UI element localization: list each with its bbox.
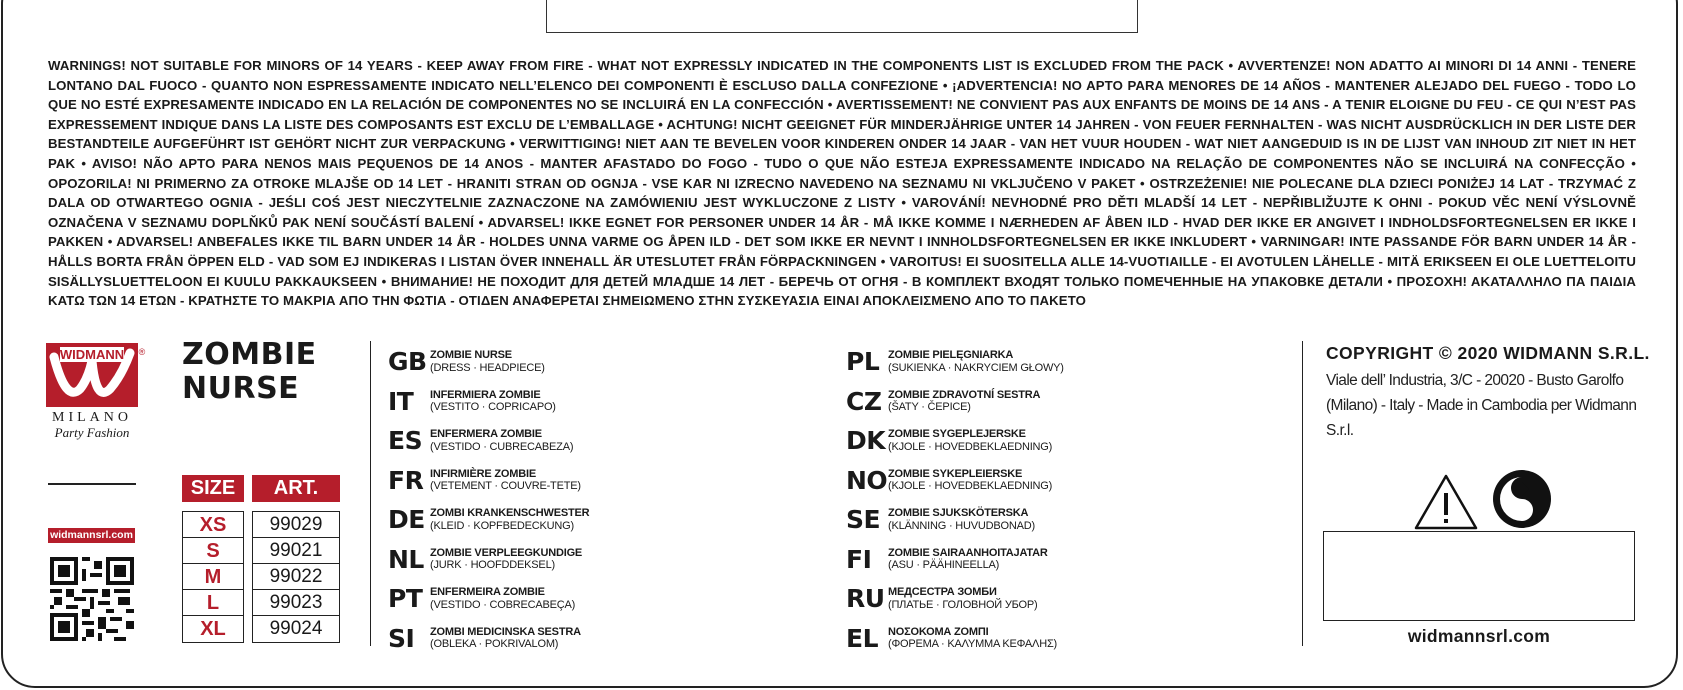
- language-row: SE ZOMBIE SJUKSKÖTERSKA (KLÄNNING · HUVUDBONAD): [846, 505, 1035, 535]
- size-cell: L: [183, 590, 243, 616]
- widmann-logo: [46, 343, 146, 441]
- size-header: SIZE: [182, 475, 244, 502]
- qr-code-icon: [50, 557, 134, 641]
- column-divider: [370, 341, 371, 646]
- blank-label-box: [1323, 531, 1635, 621]
- divider-line: [48, 483, 136, 485]
- language-row: IT INFERMIERA ZOMBIE (VESTITO · COPRICAPO): [388, 386, 556, 416]
- language-row: NL ZOMBIE VERPLEEGKUNDIGE (JURK · HOOFDDEKSEL): [388, 544, 583, 574]
- language-row: NO ZOMBIE SYKEPLEIERSKE (KJOLE · HOVEDBEKLAEDNING): [846, 465, 1053, 495]
- size-cell: XS: [183, 512, 243, 538]
- language-row: FI ZOMBIE SAIRAANHOITAJATAR (ASU · PÄÄHINEELLA): [846, 544, 1048, 574]
- language-row: DE ZOMBI KRANKENSCHWESTER (KLEID · KOPFBEDECKUNG): [388, 505, 590, 535]
- language-row: SI ZOMBI MEDICINSKA SESTRA (OBLEKA · POKRIVALOM): [388, 623, 581, 653]
- widmann-logo-mark: [46, 343, 146, 407]
- product-title: ZOMBIE NURSE: [182, 337, 317, 406]
- size-cell: M: [183, 564, 243, 590]
- art-header: ART.: [252, 475, 340, 502]
- size-table: [182, 475, 340, 643]
- language-list-left: [388, 342, 589, 658]
- language-row: PL ZOMBIE PIELĘGNIARKA (SUKIENKA · NAKRYCIEM GŁOWY): [846, 347, 1064, 377]
- language-row: CZ ZOMBIE ZDRAVOTNÍ SESTRA (ŠATY · ČEPICE): [846, 386, 1041, 416]
- art-cell: 99021: [253, 538, 339, 564]
- art-cell: 99023: [253, 590, 339, 616]
- svg-text:®: ®: [138, 347, 146, 357]
- green-dot-recycle-icon: [1491, 468, 1553, 530]
- svg-text:WIDMANN: WIDMANN: [59, 347, 125, 362]
- logo-tagline: Party Fashion: [54, 425, 130, 440]
- language-row: PT ENFERMEIRA ZOMBIE (VESTIDO · COBRECABEÇA): [388, 584, 576, 614]
- website-text: widmannsrl.com: [1407, 626, 1551, 646]
- warnings-text: WARNINGS! NOT SUITABLE FOR MINORS OF 14 YEARS - KEEP AWAY FROM FIRE - WHAT NOT EXPRESSLY INDICATED IN THE COMPONENTS LIST IS EXCLUDED FROM THE PACK • AVVERTENZE! NON ADATTO AI MINORI DI 14 ANNI - TENERE LONTANO DAL FUOCO - QUANTO NON ESPRESSAMENTE INDICATO NELL’ELENCO DEI COMPONENTI È ESCLUSO DALLA CONFEZIONE • ¡ADVERTENCIA! NO APTO PARA MENORES DE 14 AÑOS - MANTENER ALEJADO DEL FUEGO - TODO LO QUE NO ESTÉ EXPRESAMENTE INDICADO EN LA RELACIÓN DE COMPONENTES NO SE INCLUIRÁ EN LA CONFECCIÓN • AVERTISSEMENT! NE CONVIENT PAS AUX ENFANTS DE MOINS DE 14 ANS - A TENIR ELOIGNE DU FEU - CE QUI N’EST PAS EXPRESSEMENT INDIQUE DANS LA LISTE DES COMPOSANTS EST EXCLU DE L’EMBALLAGE • ACHTUNG! NICHT GEEIGNET FÜR MINDERJÄHRIGE UNTER 14 JAHREN - VON FEUER FERNHALTEN - WAS NICHT AUSDRÜCKLICH IN DER LISTE DER BESTANDTEILE AUFGEFÜHRT IST GEHÖRT NICHT ZUR VERPACKUNG • VERWITTIGING! NIET AAN TE BEVELEN VOOR KINDEREN ONDER 14 JAAR - VAN HET VUUR HOUDEN - WAT NIET AANGEDUID IS IN DE LIJST VAN INHOUD ZIT NIET IN HET PAK • AVISO! NÃO APTO PARA NENOS MAIS PEQUENOS DE 14 ANOS - MANTER AFASTADO DO FOGO - TUDO O QUE NÃO ESTEJA EXPRESSAMENTE INDICADO NA RELAÇÃO DE COMPONENTES NÃO SE INCLUIRÁ NA CONFECÇÃO • OPOZORILA! NI PRIMERNO ZA OTROKE MLAJŠE OD 14 LET - HRANITI STRAN OD OGNJA - VSE KAR NI IZRECNO NAVEDENO NA SEZNAMU NI VKLJUČENO V PAKET • OSTRZEŻENIE! NIE POLECANE DLA DZIECI PONIŻEJ 14 LAT - TRZYMAĆ Z DALA OD OTWARTEGO OGNIA - JEŚLI COŚ JEST NIECZYTELNIE ZAZNACZONE NA ZAMÓWIENIU JEST WYKLUCZONE Z LISTY • VAROVÁNÍ! NEVHODNÉ PRO DĚTI MLADŠÍ 14 LET - NEPŘIBLIŽUJTE K OHNI - POKUD VĚC NENÍ VÝSLOVNĚ OZNAČENA V SEZNAMU DOPLŇKŮ PAK NENÍ SOUČÁSTÍ BALENÍ • ADVARSEL! IKKE EGNET FOR PERSONER UNDER 14 ÅR - MÅ IKKE KOMME I NÆRHEDEN AF ÅBEN ILD - HVAD DER IKKE ER ANGIVET I INDHOLDSFORTEGNELSEN ER IKKE I PAKKEN • ADVARSEL! ANBEFALES IKKE TIL BARN UNDER 14 ÅR - HOLDES UNNA VARME OG ÅPEN ILD - DET SOM IKKE ER NEVNT I INNHOLDSFORTEGNELSEN ER IKKE INKLUDERT • VARNINGAR! INTE PASSANDE FÖR BARN UNDER 14 ÅR - HÅLLS BORTA FRÅN ÖPPEN ELD - VAD SOM EJ INDIKERAS I LISTAN ÖVER INNEHALL ÄR UTESLUTET FRÅN FÖRPACKNINGEN • VAROITUS! EI SUOSITELLA ALLE 14-VUOTIAILLE - EI AVOTULEN LÄHELLE - MITÄ ERIKSEEN EI OLE LUETTELOITU SISÄLLYSLUETTELOON EI KUULU PAKKAUKSEEN • ВНИМАНИЕ! НЕ ПОХОДИТ ДЛЯ ДЕТЕЙ МЛАДШЕ 14 ЛЕТ - БЕРЕЧЬ ОТ ОГНЯ - В КОМПЛЕКТ ВХОДЯТ ТОЛЬКО ПОМЕЧЕННЫЕ НА УПАКОВКЕ ДЕТАЛИ • ΠΡΟΣΟΧΗ! ΑΚΑΤΑΛΛΗΛΟ ΠΑ ΠΑΙΔΙΑ ΚΑΤΩ ΤΩΝ 14 ΕΤΩΝ - ΚΡΑΤΗΣΤΕ ΤΟ ΜΑΚΡΙΑ ΑΠΟ ΤΗΝ ΦΩΤΙΑ - ΟΤΙΔΕΝ ΑΝΑΦΕΡΕΤΑΙ ΣΗΜΕΙΩΜΕΝΟ ΣΤΗΝ ΣΥΣΚΕΥΑΣΙΑ ΕΙΝΑΙ ΑΠΟΚΛΕΙΣΜΕΝΟ ΑΠΟ ΤΟ ΠΑΚΕΤΟ: [48, 58, 1636, 309]
- language-row: DK ZOMBIE SYGEPLEJERSKE (KJOLE · HOVEDBEKLAEDNING): [846, 426, 1053, 456]
- language-row: ES ENFERMERA ZOMBIE (VESTIDO · CUBRECABEZA): [388, 426, 574, 456]
- language-row: EL ΝΟΣΟΚΟΜΑ ΖΟΜΠΙ (ΦΟΡΕΜΑ · ΚΑΛΥΜΜΑ ΚΕΦΑΛΗΣ): [846, 623, 1058, 653]
- size-cell: XL: [200, 618, 226, 640]
- art-cell: 99022: [253, 564, 339, 590]
- top-label-box: [546, 0, 1138, 33]
- language-row: GB ZOMBIE NURSE (DRESS · HEADPIECE): [388, 347, 545, 377]
- language-list-right: [846, 342, 1064, 658]
- company-address: Viale dell’ Industria, 3/C - 20020 - Busto Garolfo (Milano) - Italy - Made in Cambodia per Widmann S.r.l.: [1326, 372, 1637, 439]
- language-row: RU МЕДСЕСТРА ЗОМБИ (ПЛАТЬЕ · ГОЛОВНОЙ УБОР): [846, 584, 1038, 614]
- art-cell: 99029: [253, 512, 339, 538]
- website-badge: widmannsrl.com: [48, 528, 135, 543]
- language-row: FR INFIRMIÈRE ZOMBIE (VETEMENT · COUVRE-TETE): [388, 465, 581, 495]
- art-cell: 99024: [269, 618, 323, 639]
- size-column: [182, 511, 244, 643]
- copyright-text: COPYRIGHT © 2020 WIDMANN S.R.L.: [1326, 343, 1650, 363]
- size-cell: S: [183, 538, 243, 564]
- art-column: [252, 511, 340, 643]
- warning-triangle-icon: [1413, 473, 1479, 531]
- column-divider: [1302, 341, 1303, 646]
- logo-city: MILANO: [52, 410, 132, 425]
